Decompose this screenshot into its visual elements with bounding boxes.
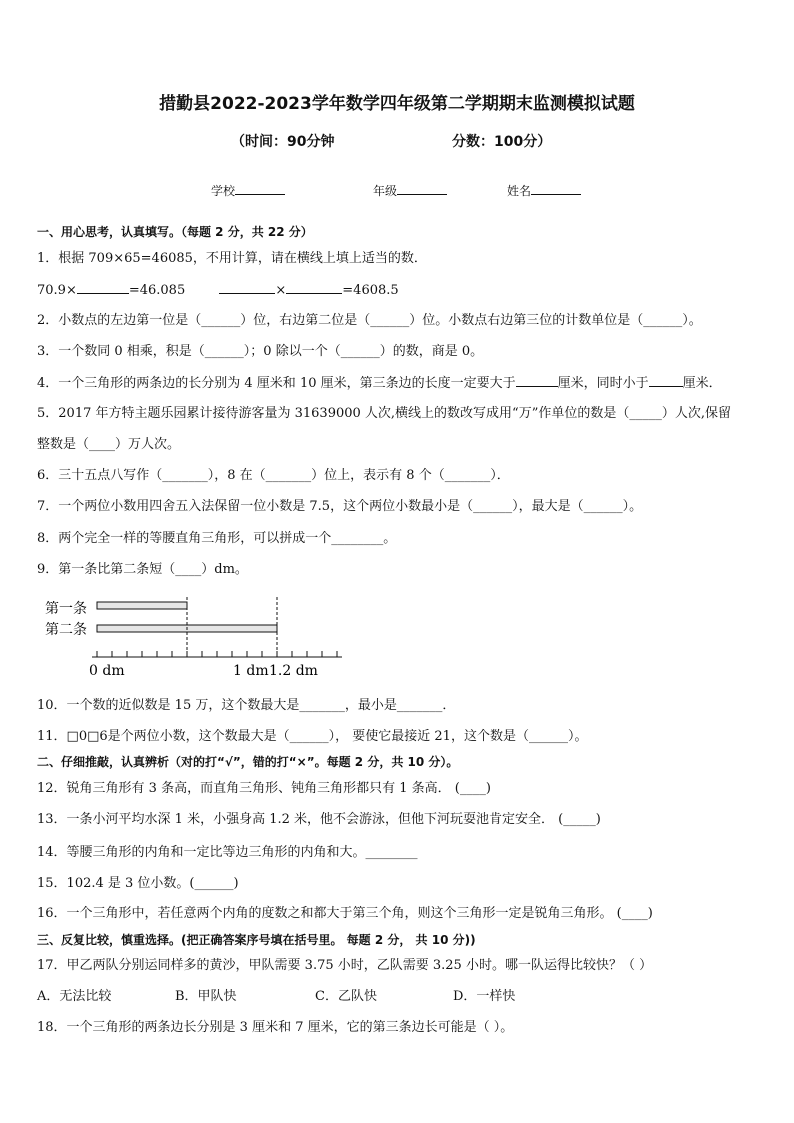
question-11: 11．□0□6是个两位小数，这个数最大是（______）， 要使它最接近 21，这个数是（______）。: [37, 729, 588, 744]
exam-time: （时间：90分钟: [231, 134, 335, 150]
question-12: 12．锐角三角形有 3 条高，而直角三角形、钝角三角形都只有 1 条高． (____): [37, 781, 491, 796]
bar2-label: 第二条: [45, 622, 87, 638]
question-15: 15．102.4 是 3 位小数。(______): [37, 876, 239, 891]
axis-ticks: [97, 651, 337, 657]
question-17: 17．甲乙两队分别运同样多的黄沙，甲队需要 3.75 小时，乙队需要 3.25 小时。哪一队运得比较快？（ ）: [37, 958, 653, 973]
question-14: 14．等腰三角形的内角和一定比等边三角形的内角和大。________: [37, 845, 418, 860]
name-field: 姓名: [507, 182, 581, 199]
tick-label-1: 1 dm: [233, 663, 269, 679]
school-field: 学校: [211, 182, 285, 199]
question-3: 3．一个数同 0 相乘，积是（______）；0 除以一个（______）的数，商是 0。: [37, 344, 484, 359]
bar1-label: 第一条: [45, 601, 87, 617]
question-17-option-d: D．一样快: [453, 989, 516, 1004]
question-7: 7．一个两位小数用四舍五入法保留一位小数是 7.5，这个两位小数最小是（______），最大是（______）。: [37, 499, 643, 514]
bar-comparison-figure: [37, 597, 357, 681]
exam-score: 分数：100分）: [452, 134, 552, 150]
question-1: 1．根据 709×65=46085，不用计算，请在横线上填上适当的数．: [37, 251, 427, 266]
question-4: 4．一个三角形的两条边的长分别为 4 厘米和 10 厘米，第三条边的长度一定要大于 厘米，同时小于 厘米．: [37, 376, 722, 391]
question-18: 18．一个三角形的两条边长分别是 3 厘米和 7 厘米，它的第三条边长可能是（ ）。: [37, 1020, 514, 1035]
bar-first: [97, 602, 187, 609]
tick-label-0: 0 dm: [89, 663, 125, 679]
question-8: 8．两个完全一样的等腰直角三角形，可以拼成一个________。: [37, 531, 397, 546]
question-10: 10．一个数的近似数是 15 万，这个数最大是_______，最小是_______．: [37, 698, 456, 713]
section-2-heading: 二、仔细推敲，认真辨析（对的打“√”，错的打“×”。每题 2 分，共 10 分）。: [37, 755, 459, 769]
question-1-blanks: 70.9× =46.085 × =4608.5: [37, 283, 399, 298]
question-13: 13．一条小河平均水深 1 米，小强身高 1.2 米，他不会游泳，但他下河玩耍池肯定安全． (_____): [37, 812, 601, 827]
section-3-heading: 三、反复比较，慎重选择。(把正确答案序号填在括号里。 每题 2 分， 共 10 分)): [37, 933, 476, 947]
question-17-option-a: A．无法比较: [37, 989, 112, 1004]
tick-label-2: 1.2 dm: [269, 663, 318, 679]
question-2: 2．小数点的左边第一位是（______）位，右边第二位是（______）位。小数点右边第三位的计数单位是（______）。: [37, 313, 702, 328]
question-5: 5．2017 年方特主题乐园累计接待游客量为 31639000 人次,横线上的数改写成用“万”作单位的数是（_____）人次,保留: [37, 406, 731, 421]
section-1-heading: 一、用心思考，认真填写。（每题 2 分，共 22 分）: [37, 225, 313, 239]
grade-field: 年级: [373, 182, 447, 199]
question-5-cont: 整数是（____）万人次。: [37, 437, 181, 452]
question-6: 6．三十五点八写作（_______），8 在（_______）位上，表示有 8 个（_______）．: [37, 468, 510, 483]
question-9: 9．第一条比第二条短（____）dm。: [37, 562, 248, 577]
question-17-option-c: C．乙队快: [315, 989, 377, 1004]
question-16: 16．一个三角形中，若任意两个内角的度数之和都大于第三个角，则这个三角形一定是锐角三角形。 (____): [37, 906, 653, 921]
exam-title: 措勤县2022-2023学年数学四年级第二学期期末监测模拟试题: [159, 94, 635, 114]
question-17-option-b: B．甲队快: [175, 989, 237, 1004]
